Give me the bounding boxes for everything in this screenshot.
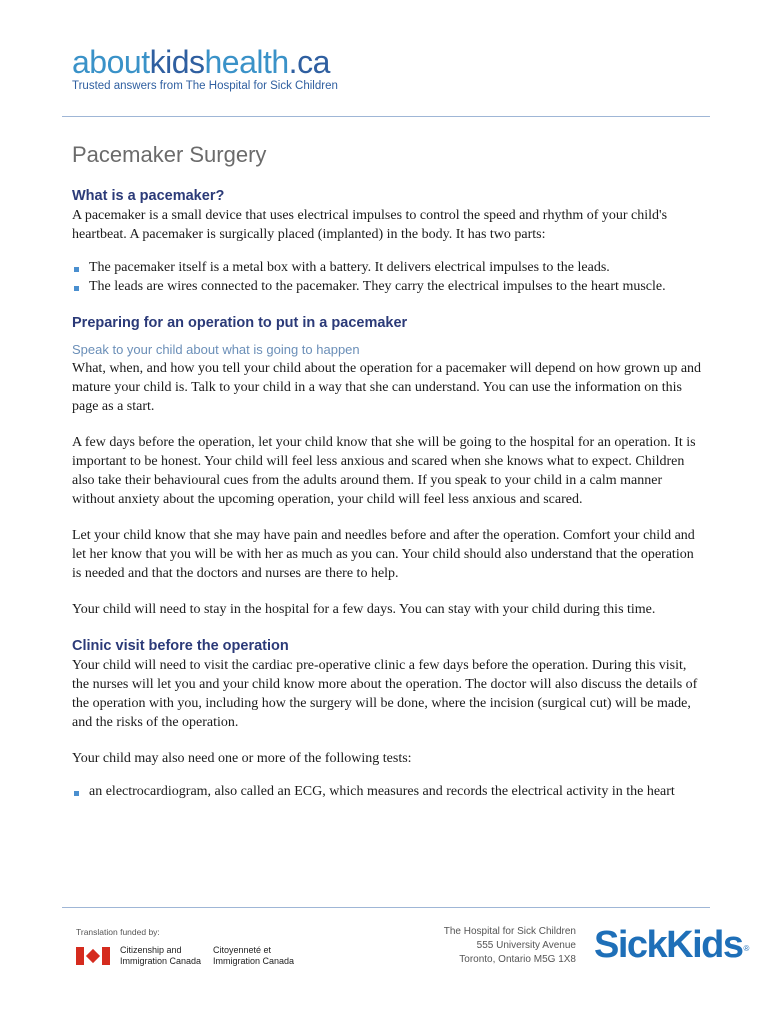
address-line-2: 555 University Avenue [476,940,576,951]
paragraph: A pacemaker is a small device that uses electrical impulses to control the speed and rhythm of your child's heartbeat. A pacemaker is surgically placed (implanted) in the body. It has two parts: [72,208,668,242]
address-line-1: The Hospital for Sick Children [443,926,576,937]
sickkids-logo[interactable] [594,923,748,967]
section-heading-what-is-pacemaker: What is a pacemaker? [72,188,225,204]
square-bullet-icon [74,267,79,272]
sickkids-wordmark: SickKids [594,924,743,966]
page-title: Pacemaker Surgery [72,142,267,167]
header-divider [62,116,710,117]
document-body [72,140,702,801]
logo-ca: .ca [288,44,330,80]
page-footer [0,907,768,1024]
gov-fr-line-1: Citoyenneté et [213,945,272,955]
registered-mark: ® [743,944,748,953]
subheading-speak-to-child: Speak to your child about what is going to happen [72,342,360,357]
logo-about: about [72,44,150,80]
government-name-french [213,945,294,966]
logo-kids: kids [149,44,205,80]
paragraph: Your child will need to visit the cardiac pre-operative clinic a few days before the operation. During this visit, the nurses will let you and your child know more about the operation. The doctor will also discuss the details of the operation with you, including how the surgery will be done, where the incision (surgical cut) will be made, and the risks of the operation. [72,658,698,730]
logo-health: health [204,44,289,80]
list-item [72,258,702,277]
gov-fr-line-2: Immigration Canada [213,955,295,966]
translation-credit: Translation funded by: [76,927,160,937]
list-item [72,782,702,801]
site-header [72,44,338,92]
maple-leaf-icon [86,949,100,963]
square-bullet-icon [74,791,79,796]
section-heading-clinic-visit: Clinic visit before the operation [72,638,289,654]
aboutkidshealth-logo[interactable] [72,44,338,80]
address-line-3: Toronto, Ontario M5G 1X8 [459,954,576,965]
bullet-list [72,258,702,296]
gov-en-line-1: Citizenship and [120,945,182,955]
bullet-list [72,782,702,801]
canada-flag-icon [76,947,110,965]
paragraph: Let your child know that she may have pain and needles before and after the operation. Comfort your child and let her know that you will be with her as much as you can. Your child should also understand that the operation is needed and that the doctors and nurses are there to help. [72,528,695,581]
paragraph: A few days before the operation, let your child know that she will be going to the hospital for an operation. It is important to be honest. Your child will feel less anxious and scared when she knows what to expect. Children also take their behavioural cues from the adults around them. If you speak to your child in a calm manner without anxiety about the upcoming operation, your child will feel less anxious and scared. [72,435,696,507]
paragraph: Your child will need to stay in the hospital for a few days. You can stay with your child during this time. [72,602,656,617]
paragraph: What, when, and how you tell your child about the operation for a pacemaker will depend on how grown up and mature your child is. Talk to your child in a way that she can understand. You can use the information on this page as a start. [72,361,702,414]
tagline: Trusted answers from The Hospital for Sick Children [72,80,338,92]
list-item [72,277,702,296]
square-bullet-icon [74,286,79,291]
government-name-english [120,945,201,966]
list-item-text: The pacemaker itself is a metal box with a battery. It delivers electrical impulses to the leads. [89,260,610,275]
hospital-address [444,925,576,967]
paragraph: Your child may also need one or more of the following tests: [72,751,412,766]
gov-en-line-2: Immigration Canada [120,955,202,966]
section-heading-preparing: Preparing for an operation to put in a pacemaker [72,315,408,331]
list-item-text: The leads are wires connected to the pacemaker. They carry the electrical impulses to the heart muscle. [89,279,666,294]
list-item-text: an electrocardiogram, also called an ECG, which measures and records the electrical activity in the heart [89,784,675,799]
